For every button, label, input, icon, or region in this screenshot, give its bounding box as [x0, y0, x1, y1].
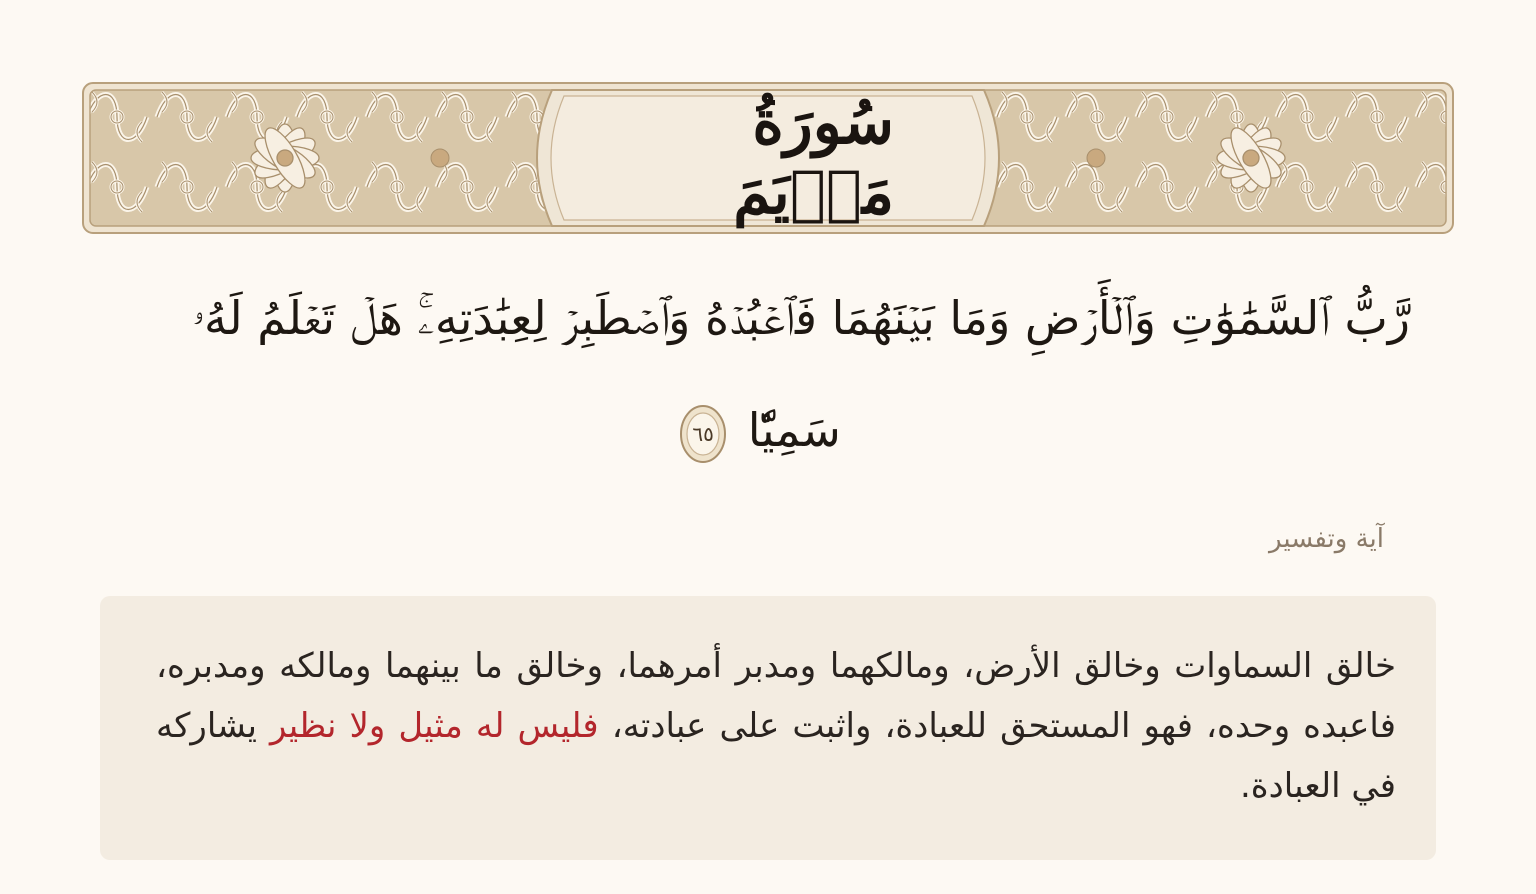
verse-line-2-wrap — [110, 374, 1410, 486]
tafsir-highlight: فليس له مثيل ولا نظير — [270, 706, 599, 746]
tafsir-part-2: يشاركه في العبادة. — [156, 706, 1396, 806]
ayah-number: ٦٥ — [692, 422, 714, 446]
tafsir-card — [100, 596, 1436, 860]
ayah-number-marker — [679, 404, 727, 464]
verse-line-2: سَمِيّٗا — [747, 403, 841, 457]
tafsir-part-1: خالق السماوات وخالق الأرض، ومالكهما ومدبر أمرهما، وخالق ما بينهما ومالكه ومدبره، فاعبده وحده، فهو المستحق للعبادة، واثبت على عبادته، — [156, 646, 1396, 746]
verse-line-1: رَّبُّ ٱلسَّمَٰوَٰتِ وَٱلۡأَرۡضِ وَمَا بَيۡنَهُمَا فَٱعۡبُدۡهُ وَٱصۡطَبِرۡ لِعِبَٰدَتِهِۦۚ هَلۡ تَعۡلَمُ لَهُۥ — [192, 291, 1410, 345]
quran-verse — [110, 262, 1410, 486]
tafsir-text — [156, 636, 1396, 816]
section-label: آية وتفسير — [1269, 524, 1384, 554]
surah-header-banner — [82, 82, 1454, 234]
surah-title: سُورَةُ مَرۡيَمَ — [733, 88, 894, 228]
